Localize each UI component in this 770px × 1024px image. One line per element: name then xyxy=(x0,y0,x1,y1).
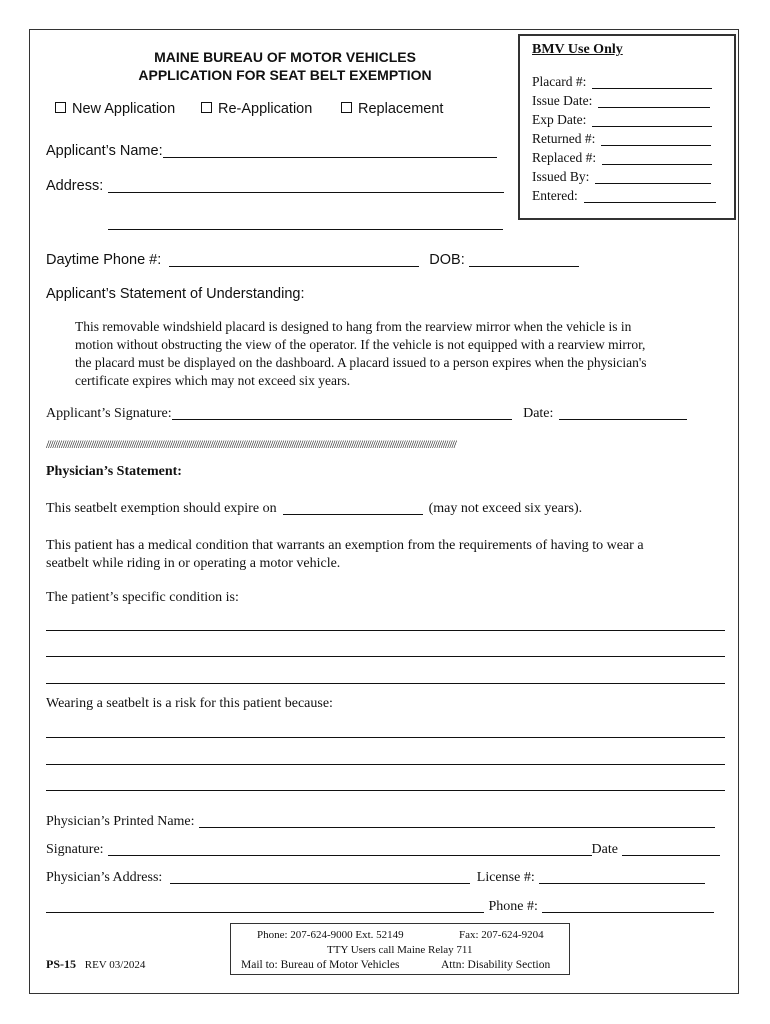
bmv-replaced-row: Replaced #: xyxy=(532,150,712,166)
address-field-1[interactable] xyxy=(108,178,504,193)
risk-line-2[interactable] xyxy=(46,764,725,765)
title-line-2: APPLICATION FOR SEAT BELT EXEMPTION xyxy=(138,67,432,83)
contact-box xyxy=(230,923,570,975)
address-row xyxy=(46,178,504,194)
statement-heading: Applicant’s Statement of Understanding: xyxy=(46,286,305,302)
bmv-placard-row: Placard #: xyxy=(532,74,712,90)
contact-tty: TTY Users call Maine Relay 711 xyxy=(327,944,473,956)
applicant-date-field[interactable] xyxy=(559,405,687,420)
applicant-date-label: Date: xyxy=(523,406,554,421)
option-replacement[interactable]: Replacement xyxy=(341,101,443,117)
physician-name-label: Physician’s Printed Name: xyxy=(46,814,195,829)
physician-name-row xyxy=(46,813,715,830)
condition-line-3[interactable] xyxy=(46,683,725,684)
physician-phone-field[interactable] xyxy=(542,898,714,913)
applicant-signature-row xyxy=(46,405,687,422)
bmv-entered-field[interactable] xyxy=(584,188,716,203)
address-label: Address: xyxy=(46,178,104,194)
physician-signature-row xyxy=(46,841,720,858)
applicant-signature-label: Applicant’s Signature: xyxy=(46,406,172,421)
form-revision: REV 03/2024 xyxy=(84,959,146,971)
physician-signature-label: Signature: xyxy=(46,842,104,857)
daytime-phone-field[interactable] xyxy=(169,252,419,267)
condition-line-2[interactable] xyxy=(46,656,725,657)
title-line-1: MAINE BUREAU OF MOTOR VEHICLES xyxy=(154,49,416,65)
form-id xyxy=(46,957,145,972)
physician-address-field[interactable] xyxy=(170,869,470,884)
physician-address-field-2[interactable] xyxy=(46,898,484,913)
address-field-2[interactable] xyxy=(108,217,503,230)
contact-attn: Attn: Disability Section xyxy=(441,959,551,971)
contact-mail: Mail to: Bureau of Motor Vehicles xyxy=(241,959,400,971)
phone-dob-row xyxy=(46,252,579,268)
contact-fax: Fax: 207-624-9204 xyxy=(459,929,544,941)
bmv-placard-field[interactable] xyxy=(592,74,712,89)
expire-note: (may not exceed six years). xyxy=(428,501,583,516)
bmv-exp-date-field[interactable] xyxy=(592,112,712,127)
license-label: License #: xyxy=(476,870,535,885)
contact-phone: Phone: 207-624-9000 Ext. 52149 xyxy=(257,929,404,941)
risk-label: Wearing a seatbelt is a risk for this patient because: xyxy=(46,696,333,711)
checkbox-icon[interactable] xyxy=(341,102,352,113)
option-re-application[interactable]: Re-Application xyxy=(201,101,312,117)
phone-label: Phone #: xyxy=(488,899,538,914)
condition-paragraph: This patient has a medical condition that warrants an exemption from the requirements of having to wear a seatbelt while riding in or operating a motor vehicle. xyxy=(46,538,644,571)
bmv-entered-row: Entered: xyxy=(532,188,716,204)
bmv-exp-date-row: Exp Date: xyxy=(532,112,712,128)
license-field[interactable] xyxy=(539,869,705,884)
bmv-use-only-box xyxy=(518,34,736,220)
risk-line-1[interactable] xyxy=(46,737,725,738)
condition-line-1[interactable] xyxy=(46,630,725,631)
physician-address-row xyxy=(46,869,705,886)
dob-field[interactable] xyxy=(469,252,579,267)
statement-paragraph: This removable windshield placard is designed to hang from the rearview mirror when the vehicle is in motion without obstructing the view of the operator. If the vehicle is not equipped with a rearview mirror, the placard must be displayed on the dashboard. A placard issued to a person expires when the physician's certificate expires which may not exceed six years. xyxy=(75,319,647,388)
bmv-issued-by-row: Issued By: xyxy=(532,169,711,185)
applicant-name-label: Applicant’s Name: xyxy=(46,143,163,159)
section-separator: //////////////////////////////////////////////////////////////////////////////////////////////////////////////////////////////////////////////////////////////////////////////////////////////// xyxy=(46,437,456,451)
bmv-issued-by-field[interactable] xyxy=(595,169,711,184)
bmv-returned-row: Returned #: xyxy=(532,131,711,147)
dob-label: DOB: xyxy=(429,252,465,268)
specific-condition-label: The patient’s specific condition is: xyxy=(46,590,239,605)
bmv-issue-date-row: Issue Date: xyxy=(532,93,710,109)
risk-line-3[interactable] xyxy=(46,790,725,791)
expire-row xyxy=(46,500,582,517)
form-number: PS-15 xyxy=(46,957,76,971)
checkbox-icon[interactable] xyxy=(55,102,66,113)
physician-date-label: Date xyxy=(591,842,618,857)
bmv-replaced-field[interactable] xyxy=(602,150,712,165)
applicant-name-row xyxy=(46,143,497,159)
daytime-phone-label: Daytime Phone #: xyxy=(46,252,162,268)
physician-signature-field[interactable] xyxy=(108,841,592,856)
option-new-application[interactable]: New Application xyxy=(55,101,175,117)
bmv-returned-field[interactable] xyxy=(601,131,711,146)
physician-address-label: Physician’s Address: xyxy=(46,870,163,885)
physician-name-field[interactable] xyxy=(199,813,715,828)
expire-label: This seatbelt exemption should expire on xyxy=(46,501,277,516)
checkbox-icon[interactable] xyxy=(201,102,212,113)
form-title xyxy=(85,48,485,84)
applicant-signature-field[interactable] xyxy=(172,405,512,420)
physician-address-row-2 xyxy=(46,898,714,915)
bmv-issue-date-field[interactable] xyxy=(598,93,710,108)
expire-date-field[interactable] xyxy=(283,500,423,515)
physician-date-field[interactable] xyxy=(622,841,720,856)
bmv-heading: BMV Use Only xyxy=(532,42,623,57)
physician-heading: Physician’s Statement: xyxy=(46,464,182,479)
applicant-name-field[interactable] xyxy=(163,143,497,158)
